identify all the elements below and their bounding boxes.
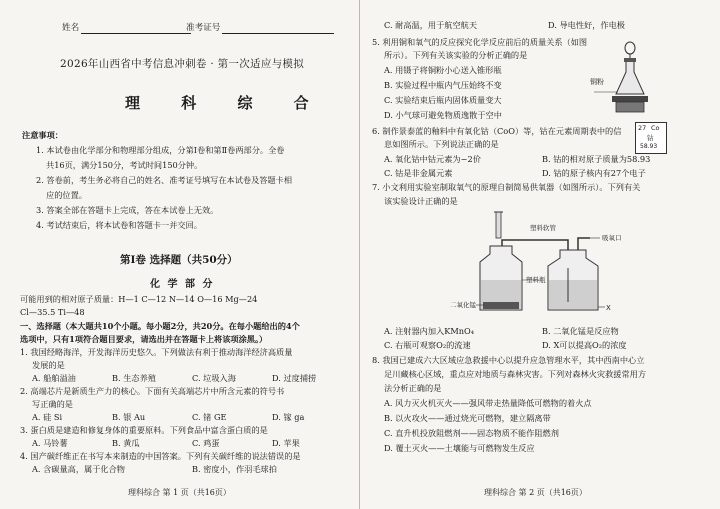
page-footer: 理科综合 第 2 页（共16页）	[484, 488, 587, 497]
flask-apparatus-figure	[590, 40, 656, 116]
option-d: D. 导电性好，作电极	[548, 20, 625, 30]
oxygen-generator-figure	[450, 210, 650, 322]
option-d: D. 小气球可避免物质逸散于空中	[384, 110, 502, 120]
option-b: B. 银 Au	[112, 412, 146, 422]
question-3-stem: 3. 蛋白质是建造和修复身体的重要原料。下列食品中富含蛋白质的是	[20, 425, 268, 435]
note-line: 2. 答卷前，考生务必将自己的姓名、准考证号填写在本试卷及答题卡相	[36, 175, 293, 185]
option-b: B. 黄瓜	[112, 438, 140, 448]
option-a: A. 船舶溢油	[32, 373, 76, 383]
atomic-mass-line: Cl—35.5 Ti—48	[20, 307, 85, 317]
element-symbol: Co	[651, 124, 660, 132]
atomic-mass-line: 可能用到的相对原子质量：H—1 C—12 N—14 O—16 Mg—24	[20, 294, 258, 304]
question-8-stem: 8. 我国已建成六大区域应急救援中心以提升应急管理水平，其中西南中心立	[372, 355, 645, 365]
option-b: B. 实验过程中瓶内气压始终不变	[384, 80, 502, 90]
option-a: A. 含碳量高，属于化合物	[32, 464, 125, 474]
name-label: 姓名	[62, 23, 80, 33]
page-1	[0, 0, 358, 509]
plastic-tube-label: 塑料软管	[530, 224, 556, 232]
manganese-dioxide-label: 二氧化锰	[450, 301, 476, 309]
question-4-stem: 4. 国产碳纤维正在书写本来制造的中国答案。下列有关碳纤维的说法错误的是	[20, 451, 301, 461]
option-a: A. 硅 Si	[32, 412, 63, 422]
question-1-stem: 发展的是	[32, 360, 65, 370]
exam-number-blank-line	[222, 24, 334, 34]
note-line: 应的位置。	[46, 190, 87, 200]
question-6-stem: 6. 制作景泰蓝的釉料中有氧化钴（CoO）等，钴在元素周期表中的信	[372, 126, 622, 136]
question-8-stem: 足川藏核心区域，重点应对地质与森林灾害。下列对森林火灾救援常用方	[384, 369, 647, 379]
element-cell-cobalt	[635, 122, 667, 154]
question-1-stem: 1. 我国经略海洋，开发海洋历史悠久。下列做法有利于推动海洋经济高质量	[20, 347, 293, 357]
option-b: B. 密度小，作羽毛球拍	[192, 464, 277, 474]
option-d: D. X可以提高O₂的浓度	[542, 340, 627, 350]
section-title: 第Ⅰ卷 选择题（共50分）	[120, 254, 238, 266]
option-d: D. 过度捕捞	[272, 373, 317, 383]
option-b: B. 以火攻火——通过烧光可燃物，建立隔离带	[384, 413, 551, 423]
note-line: 3. 答案全部在答题卡上完成，答在本试卷上无效。	[36, 205, 219, 215]
name-field	[62, 22, 191, 34]
option-c: C. 实验结束后瓶内固体质量变大	[384, 95, 502, 105]
page-2	[362, 0, 720, 509]
option-a: A. 风力灭火机灭火——强风带走热量降低可燃物的着火点	[384, 398, 592, 408]
option-d: D. 苹果	[272, 438, 300, 448]
note-line: 1. 本试卷由化学部分和物理部分组成，分第Ⅰ卷和第Ⅱ卷两部分。全卷	[36, 145, 285, 155]
option-c: C. 直升机投放阻燃剂——固态物质不能作阻燃剂	[384, 428, 559, 438]
name-blank-line	[81, 24, 191, 34]
mc-intro: 一、选择题（本大题共10个小题。每小题2分，共20分。在每小题给出的4个	[20, 321, 300, 331]
question-2-stem: 2. 高端芯片是新质生产力的核心。下面有关高端芯片中所含元素的符号书	[20, 386, 285, 396]
question-5-stem: 5. 利用铜和氧气的反应探究化学反应前后的质量关系（如图	[372, 37, 588, 47]
option-c: C. 右瓶可观察O₂的流速	[384, 340, 471, 350]
question-8-stem: 法分析正确的是	[384, 383, 442, 393]
x-label: X	[606, 304, 611, 312]
option-a: A. 用镊子将铜粉小心送入锥形瓶	[384, 65, 502, 75]
element-name: 钴	[647, 134, 654, 142]
option-c: C. 钴是非金属元素	[384, 168, 453, 178]
exam-number-field	[186, 22, 334, 34]
atomic-mass: 58.93	[640, 143, 658, 150]
part-title: 化 学 部 分	[150, 279, 215, 290]
option-a: A. 注射器内加入KMnO₄	[384, 326, 475, 336]
option-a: A. 氧化钴中钴元素为−2价	[384, 154, 481, 164]
oxygen-outlet-label: 吸氧口	[602, 234, 622, 242]
question-6-stem: 息如图所示。下列说法正确的是	[384, 139, 499, 149]
copper-powder-label: 铜粉	[590, 78, 604, 86]
option-a: A. 马铃薯	[32, 438, 68, 448]
notes-title: 注意事项：	[22, 130, 63, 140]
option-b: B. 生态养殖	[112, 373, 156, 383]
option-c: C. 鸡蛋	[192, 438, 220, 448]
option-c: C. 锗 GE	[192, 412, 227, 422]
page-footer: 理科综合 第 1 页（共16页）	[128, 488, 231, 497]
question-7-stem: 7. 小文利用实验室制取氧气的原理自制简易供氧器（如图所示）。下列有关	[372, 182, 641, 192]
option-b: B. 钴的相对原子质量为58.93	[542, 154, 651, 164]
option-c: C. 耐高温，用于航空航天	[384, 20, 478, 30]
note-line: 共16页，满分150分，考试时间150分钟。	[46, 160, 203, 170]
page-divider	[359, 0, 360, 509]
option-c: C. 垃圾入海	[192, 373, 236, 383]
option-d: D. 镓 ga	[272, 412, 305, 422]
option-d: D. 覆土灭火——土壤能与可燃物发生反应	[384, 443, 535, 453]
note-line: 4. 考试结束后，将本试卷和答题卡一并交回。	[36, 220, 202, 230]
mc-intro: 选项中，只有1项符合题目要求，请选出并在答题卡上将该项涂黑。）	[20, 334, 268, 344]
exam-number-label: 准考证号	[186, 23, 221, 33]
exam-title: 2026年山西省中考信息冲刺卷 · 第一次适应与模拟	[60, 58, 305, 70]
atomic-number: 27	[638, 124, 647, 132]
option-d: D. 钴的原子核内有27个电子	[542, 168, 646, 178]
option-b: B. 二氧化锰是反应物	[542, 326, 619, 336]
question-5-stem: 所示）。下列有关该实验的分析正确的是	[384, 50, 528, 60]
question-7-stem: 该实验设计正确的是	[384, 196, 458, 206]
plastic-bottle-label: 塑料瓶	[526, 276, 546, 284]
question-2-stem: 写正确的是	[32, 399, 73, 409]
subject-title: 理 科 综 合	[125, 94, 327, 112]
